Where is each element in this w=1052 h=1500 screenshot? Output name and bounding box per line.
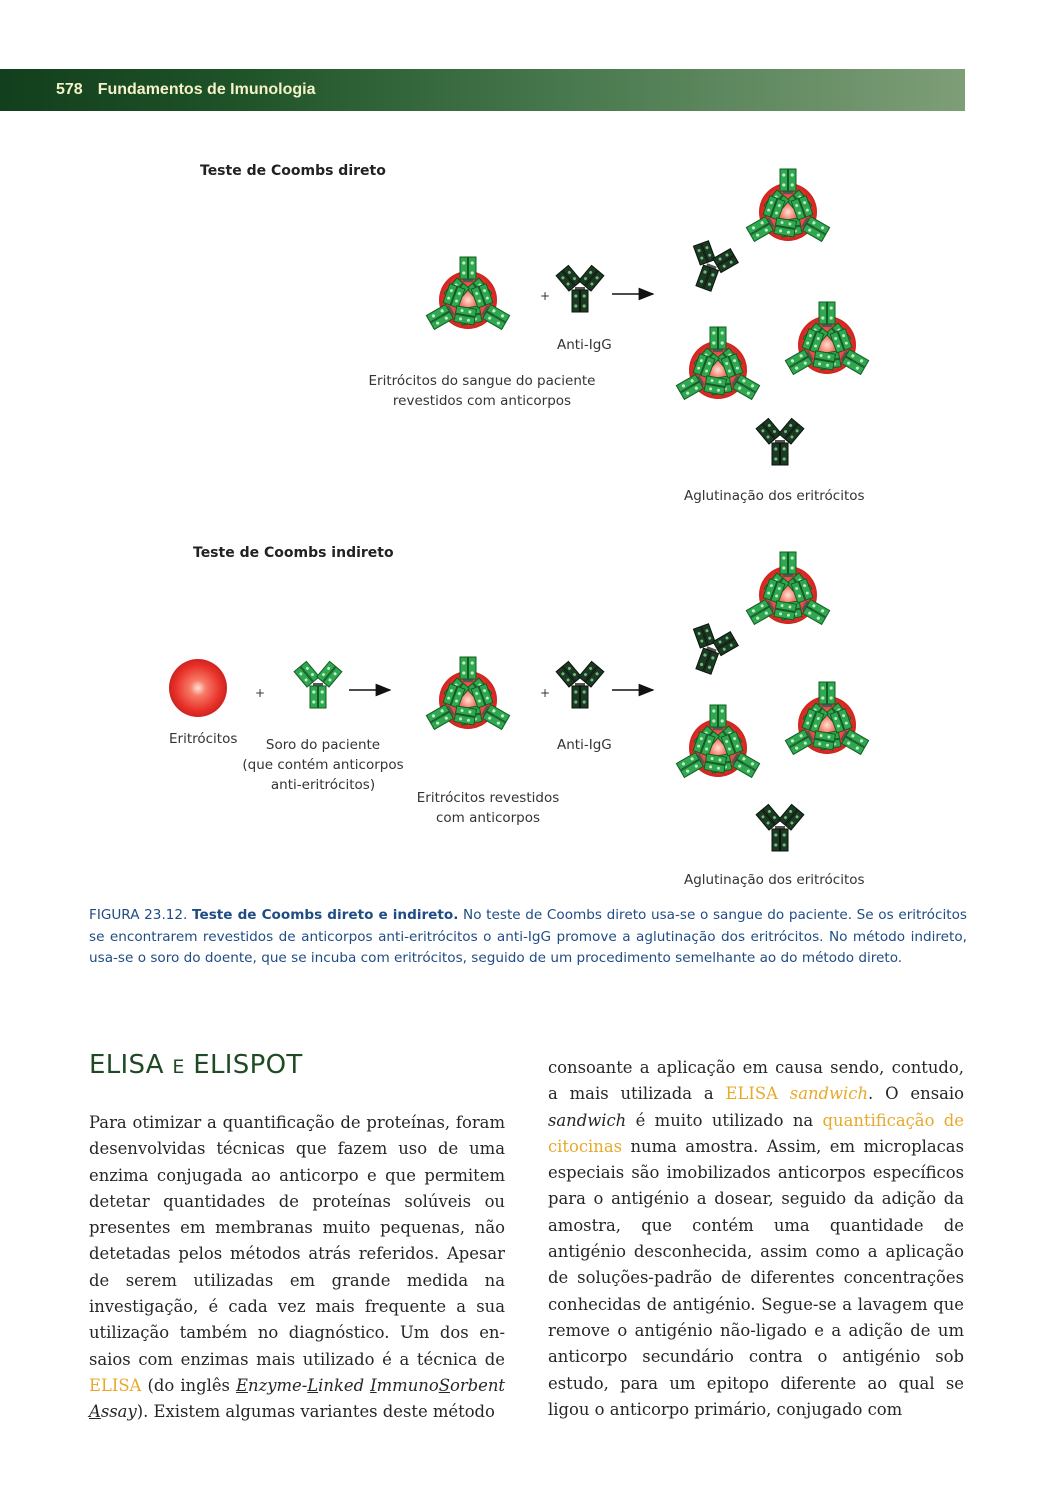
elisa-highlight-link[interactable]: ELISA <box>89 1375 142 1395</box>
direct-agglutination-label: Aglutinação dos eritrócitos <box>684 488 865 504</box>
acronym-letter-s: S <box>438 1375 450 1395</box>
heading-part-elisa: ELISA <box>89 1050 173 1080</box>
serum-label-line3: anti-eritrócitos) <box>270 777 376 793</box>
left-paragraph-text: Para otimizar a quantificação de proteínas, foram desenvolvidas técnicas que fazem uso de uma enzima conjugada ao anticorpo e que permitem detetar quantidades de proteínas solúveis ou presentes em membranas muito pequenas, não detetadas pelos métodos atrás referidos. Apesar de serem utilizadas em grande medida na investigação, é cada vez mais frequente a sua utilização também no diagnóstico. Um dos ensaios com enzimas mais utilizado é a técnica de <box>89 1113 505 1369</box>
serum-label-line2: (que contém anticorpos <box>242 757 404 773</box>
acronym-word-enzyme: nzyme- <box>248 1375 308 1395</box>
direct-anti-igg-icon <box>556 265 604 312</box>
indirect-agglutination-cluster <box>668 552 876 851</box>
indirect-coated-label <box>410 788 566 828</box>
acronym-letter-e: E <box>236 1375 249 1395</box>
heading-part-elispot: ELISPOT <box>184 1050 303 1080</box>
sandwich-highlight-link[interactable]: sandwich <box>789 1084 869 1104</box>
book-title: Fundamentos de Imunologia <box>97 81 316 98</box>
figure-coombs-test <box>0 115 1052 905</box>
cytokine-quantification-highlight-link[interactable]: quantificação de citocinas <box>548 1110 964 1156</box>
right-paragraph-text-4: numa amostra. Assim, em microplacas especiais são imobilizados anticorpos específicos para o antigénio a dosear, seguido da adição da amostra, que contém uma quantidade de antigénio desconhecida, assim como a aplicação de soluções-padrão de diferentes concentrações conhecidas de antigénio. Segue-se a lavagem que remove o antigénio não-ligado e a adição de um anticorpo secundário contra o antigénio sob estudo, para um epitopo diferente ao qual se ligou o anticorpo primário, conjugado com <box>548 1136 964 1419</box>
acronym-word-sorbent: orbent <box>449 1375 505 1395</box>
caption-text: No teste de Coombs direto usa-se o sangue do paciente. Se os eritrócitos se encontrarem revestidos de anticorpos anti-eritrócitos o anti-IgG promove a aglutinação dos eritrócitos. No método indireto, usa-se o soro do doente, que se incuba com eritrócitos, seguido de um procedimento semelhante ao do método direto. <box>89 907 967 966</box>
indirect-erythrocyte <box>169 659 227 717</box>
direct-coated-label <box>364 371 600 411</box>
direct-test-title: Teste de Coombs direto <box>200 163 386 179</box>
coombs-diagram <box>0 115 1052 905</box>
body-column-right <box>548 1055 964 1423</box>
sandwich-italic: sandwich <box>548 1110 627 1130</box>
acronym-letter-a: A <box>89 1402 101 1422</box>
direct-agglutination-cluster <box>668 169 876 465</box>
figure-caption <box>89 905 967 970</box>
indirect-serum-antibody-icon <box>294 661 342 708</box>
right-paragraph-text: consoante a aplicação em causa sendo, contudo, a mais utilizada a <box>548 1058 964 1104</box>
acronym-letter-l: L <box>307 1375 319 1395</box>
serum-label-line1: Soro do paciente <box>265 737 381 753</box>
direct-plus-sign: + <box>540 289 551 303</box>
indirect-test-title: Teste de Coombs indireto <box>193 545 394 561</box>
caption-title: Teste de Coombs direto e indireto. <box>192 907 459 923</box>
acronym-word-assay: ssay <box>100 1402 137 1422</box>
indirect-erythrocytes-label: Eritrócitos <box>169 731 238 747</box>
indirect-coated-label-line2: com anticorpos <box>435 810 541 826</box>
heading-part-e: E <box>172 1056 185 1078</box>
caption-figure-number: FIGURA 23.12. <box>89 907 188 923</box>
direct-anti-igg-label: Anti-IgG <box>557 337 612 353</box>
acronym-word-immuno: mmuno <box>376 1375 439 1395</box>
indirect-agglutination-label: Aglutinação dos eritrócitos <box>684 872 865 888</box>
direct-coated-erythrocyte <box>418 257 517 343</box>
right-paragraph-text-3: é muito utilizado na <box>626 1110 823 1130</box>
acronym-word-linked: inked <box>318 1375 371 1395</box>
section-heading-elisa-elispot <box>89 1050 303 1080</box>
indirect-anti-igg-label: Anti-IgG <box>557 737 612 753</box>
indirect-anti-igg-icon <box>556 661 604 708</box>
indirect-serum-label <box>240 735 406 795</box>
page-number: 578 <box>56 81 83 98</box>
direct-coated-label-line1: Eritrócitos do sangue do paciente <box>368 373 596 389</box>
left-paragraph-text-2: (do inglês <box>141 1375 237 1395</box>
elisa-sandwich-highlight-link[interactable]: ELISA <box>725 1084 790 1104</box>
indirect-coated-label-line1: Eritrócitos revestidos <box>416 790 560 806</box>
indirect-plus-sign-2: + <box>540 686 551 700</box>
right-paragraph-text-2: . O ensaio <box>868 1084 964 1104</box>
body-column-left <box>89 1110 505 1426</box>
acronym-letter-i: I <box>370 1375 377 1395</box>
indirect-coated-erythrocyte <box>418 657 517 743</box>
running-header <box>0 69 965 111</box>
indirect-plus-sign-1: + <box>255 686 266 700</box>
direct-coated-label-line2: revestidos com anticorpos <box>392 393 572 409</box>
left-paragraph-text-3: ). Existem algumas variantes deste método <box>136 1402 495 1422</box>
